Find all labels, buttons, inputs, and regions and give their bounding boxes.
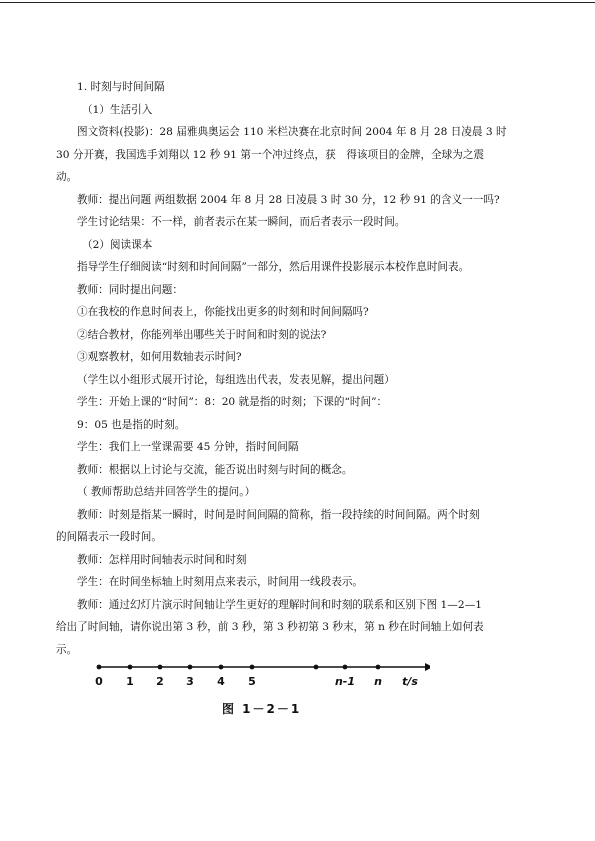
- axis-point: [376, 665, 381, 670]
- axis-point: [250, 665, 255, 670]
- axis-arrow-icon: [425, 663, 430, 671]
- text-line: ②结合教材，你能列举出哪些关于时间和时刻的说法?: [77, 328, 327, 341]
- axis-point: [158, 665, 163, 670]
- text-line: 教师：提出问题 两组数据 2004 年 8 月 28 日凌晨 3 时 30 分，12 秒 91 的含义一一吗?: [77, 193, 500, 206]
- text-line: （学生以小组形式展开讨论，每组选出代表，发表见解，提出问题）: [77, 373, 395, 386]
- axis-tick-label: n: [374, 675, 382, 688]
- axis-point: [128, 665, 133, 670]
- text-line: 教师：同时提出问题：: [77, 283, 183, 296]
- axis-point: [219, 665, 224, 670]
- text-line: 教师：怎样用时间轴表示时间和时刻: [77, 553, 247, 566]
- text-line: 学生：开始上课的“时间”：8：20 就是指的时刻；下课的“时间”：: [77, 396, 388, 408]
- text-line: 30 分开赛，我国选手刘翔以 12 秒 91 第一个冲过终点，获 得该项目的金牌，全球为之震: [56, 148, 485, 161]
- page-top-border: [0, 2, 595, 3]
- axis-point: [314, 665, 319, 670]
- axis-point: [343, 665, 348, 670]
- axis-tick-label: 3: [186, 675, 194, 688]
- axis-point: [97, 665, 102, 670]
- text-line: 学生：在时间坐标轴上时刻用点来表示，时间用一线段表示。: [77, 576, 364, 588]
- text-line: （1）生活引入: [82, 103, 153, 116]
- figure-caption: 图 1－2－1: [222, 702, 302, 716]
- axis-tick-label: t/s: [402, 675, 418, 688]
- text-line: （2）阅读课本: [82, 238, 153, 251]
- text-line: 给出了时间轴，请你说出第 3 秒，前 3 秒，第 3 秒初第 3 秒末，第 n 秒在时间轴上如何表: [56, 621, 484, 633]
- text-line: 9：05 也是指的时刻。: [77, 418, 186, 431]
- text-line: （ 教师帮助总结并回答学生的提问。）: [77, 486, 256, 498]
- text-line: 图文资料(投影)：28 届雅典奥运会 110 米栏决赛在北京时间 2004 年 8 月 28 日凌晨 3 时: [77, 126, 507, 138]
- document-body: [56, 76, 542, 661]
- axis-tick-label: 1: [126, 675, 134, 688]
- axis-point: [188, 665, 193, 670]
- text-line: 学生：我们上一堂课需要 45 分钟，指时间间隔: [77, 441, 299, 453]
- text-line: 示。: [56, 643, 78, 656]
- axis-tick-label: n-1: [334, 675, 356, 688]
- text-line: 指导学生仔细阅读“时刻和时间间隔”一部分，然后用课件投影展示本校作息时间表。: [77, 261, 470, 273]
- text-line: 动。: [56, 171, 78, 183]
- text-line: 1. 时刻与时间间隔: [77, 81, 165, 93]
- text-line: 学生讨论结果：不一样，前者表示在某一瞬间，而后者表示一段时间。: [77, 216, 406, 228]
- text-line: 教师：时刻是指某一瞬时，时间是时间间隔的简称，指一段持续的时间间隔。两个时刻: [77, 508, 480, 521]
- axis-tick-label: 4: [217, 675, 225, 688]
- text-line: 教师：通过幻灯片演示时间轴让学生更好的理解时间和时刻的联系和区别下图 1—2—1: [77, 598, 482, 611]
- text-line: ①在我校的作息时间表上，你能找出更多的时刻和时间间隔吗?: [77, 306, 369, 318]
- axis-tick-label: 0: [95, 675, 103, 688]
- text-line: 教师：根据以上讨论与交流，能否说出时刻与时间的概念。: [77, 463, 353, 476]
- axis-tick-label: 2: [156, 675, 164, 688]
- text-line: 的间隔表示一段时间。: [56, 531, 162, 543]
- text-line: ③观察教材，如何用数轴表示时间?: [77, 351, 242, 363]
- axis-tick-label: 5: [248, 675, 256, 688]
